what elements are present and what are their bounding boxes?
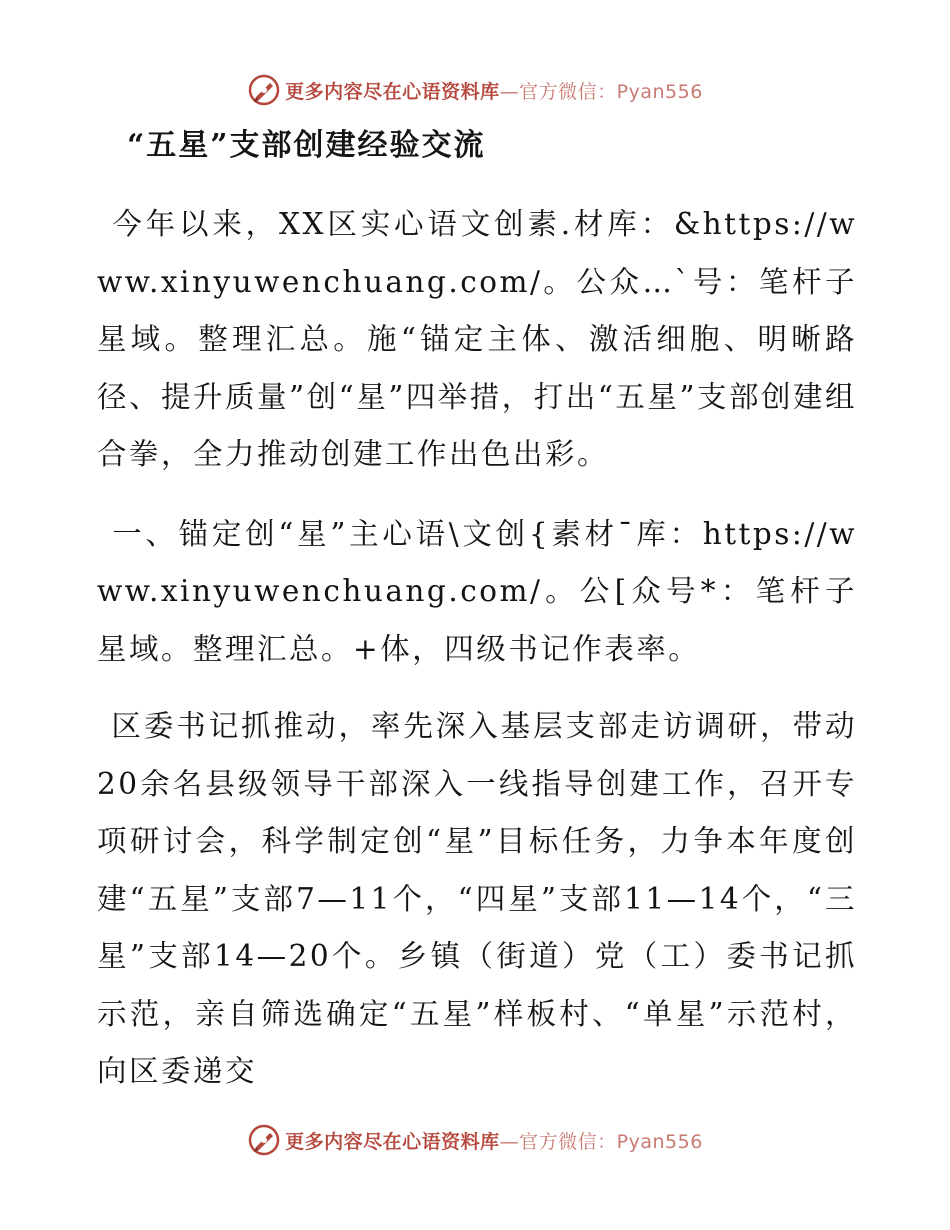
paragraph-secretary: 区委书记抓推动，率先深入基层支部走访调研，带动20余名县级领导干部深入一线指导创建工作，召开专项研讨会，科学制定创“星”目标任务，力争本年度创建“五星”支部7—11个，“四星”支部11—14个，“三星”支部14—20个。乡镇（街道）党（工）委书记抓示范，亲自筛选确定“五星”样板村、“单星”示范村，向区委递交: [97, 709, 857, 1088]
watermark-banner-bottom: [0, 1120, 950, 1160]
pen-logo-icon: [247, 73, 281, 107]
watermark-banner-top: [0, 70, 950, 110]
watermark-text: 更多内容尽在心语资料库—官方微信：Pyan556: [285, 1130, 703, 1153]
pen-logo-icon: [247, 1123, 281, 1157]
watermark-text: 更多内容尽在心语资料库—官方微信：Pyan556: [285, 80, 703, 103]
paragraph-section-one: 一、锚定创“星”主心语\文创{素材¯库：https://www.xinyuwenchuang.com/。公[众号*：笔杆子星域。整理汇总。+体，四级书记作表率。: [97, 516, 857, 666]
paragraph-intro: 今年以来，XX区实心语文创素.材库：&https://www.xinyuwenchuang.com/。公众…`号：笔杆子星域。整理汇总。施“锚定主体、激活细胞、明晰路径、提升质量”创“星”四举措，打出“五星”支部创建组合拳，全力推动创建工作出色出彩。: [97, 207, 857, 471]
document-title: “五星”支部创建经验交流: [127, 128, 486, 163]
document-body: [97, 118, 857, 1101]
